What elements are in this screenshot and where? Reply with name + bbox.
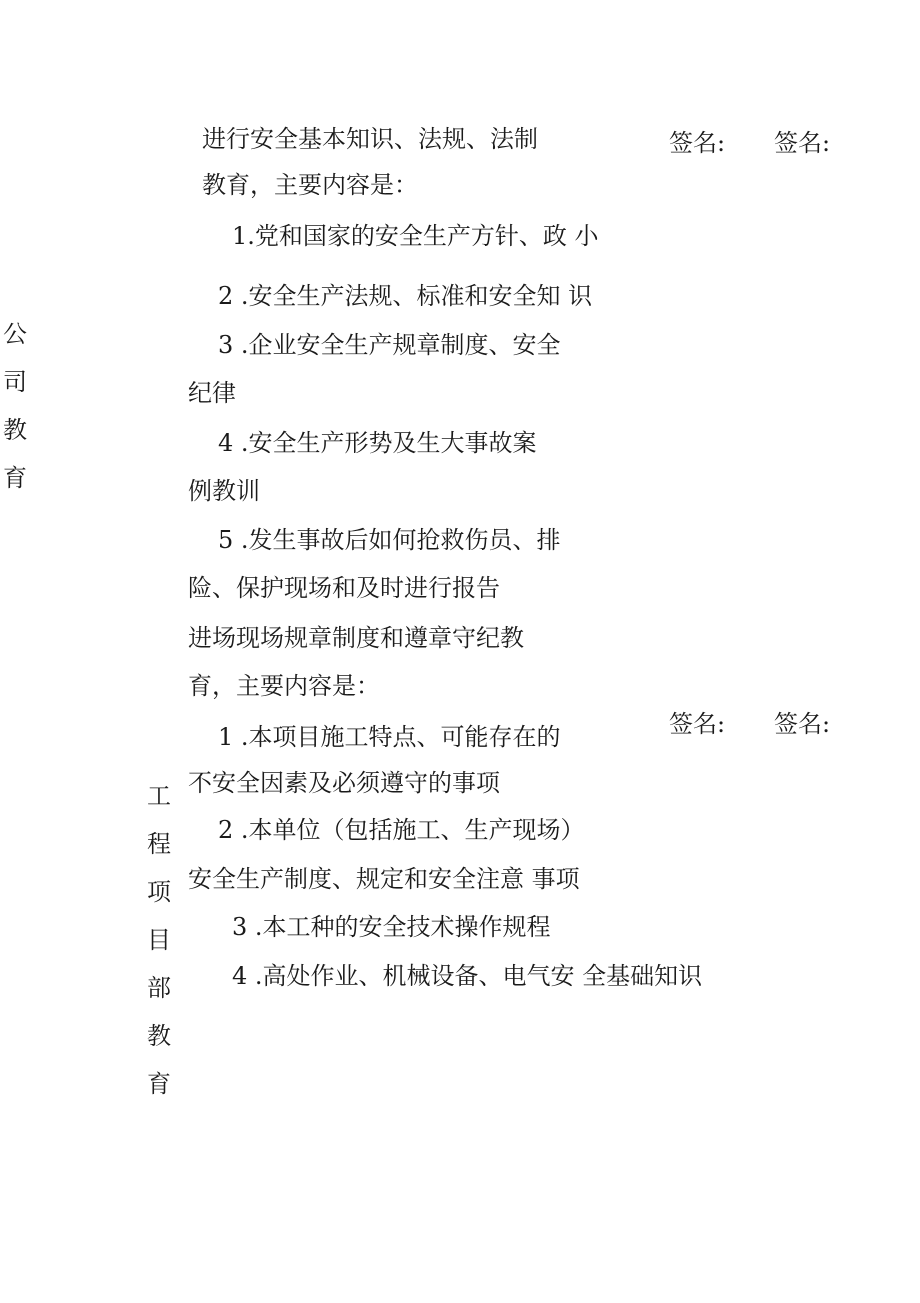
company-line: 2 .安全生产法规、标准和安全知 识	[218, 282, 593, 310]
project-signature-1: 签名:	[669, 710, 726, 738]
project-line: 1 .本项目施工特点、可能存在的	[218, 723, 561, 751]
project-line: 育，主要内容是：	[188, 672, 380, 700]
project-signature-2: 签名:	[774, 710, 831, 738]
label-char: 项	[147, 878, 171, 906]
company-line: 5 .发生事故后如何抢救伤员、排	[218, 526, 561, 554]
company-line: 例教训	[188, 477, 260, 505]
project-line: 进场现场规章制度和遵章守纪教	[188, 624, 524, 652]
company-signature-2: 签名:	[774, 129, 831, 157]
company-signature-1: 签名:	[669, 129, 726, 157]
project-line: 3 .本工种的安全技术操作规程	[232, 913, 551, 941]
label-char: 育	[3, 464, 27, 492]
company-line: 纪律	[188, 379, 236, 407]
project-line: 不安全因素及必须遵守的事项	[188, 769, 500, 797]
company-line: 4 .安全生产形势及生大事故案	[218, 429, 537, 457]
company-section-label	[0, 310, 30, 502]
company-line: 1.党和国家的安全生产方针、政 小	[232, 222, 599, 250]
label-char: 部	[147, 974, 171, 1002]
project-line: 安全生产制度、规定和安全注意 事项	[188, 865, 580, 893]
label-char: 教	[147, 1022, 171, 1050]
label-char: 教	[3, 416, 27, 444]
label-char: 公	[3, 320, 27, 348]
company-line: 教育，主要内容是：	[202, 171, 418, 199]
label-char: 目	[147, 926, 171, 954]
label-char: 工	[147, 782, 171, 810]
label-char: 司	[3, 368, 27, 396]
company-line: 险、保护现场和及时进行报告	[188, 574, 500, 602]
company-line: 3 .企业安全生产规章制度、安全	[218, 331, 561, 359]
label-char: 程	[147, 830, 171, 858]
project-line: 4 .高处作业、机械设备、电气安 全基础知识	[232, 962, 703, 990]
project-section-label	[144, 772, 174, 1108]
company-line: 进行安全基本知识、法规、法制	[202, 125, 538, 153]
label-char: 育	[147, 1070, 171, 1098]
project-line: 2 .本单位（包括施工、生产现场）	[218, 816, 585, 844]
